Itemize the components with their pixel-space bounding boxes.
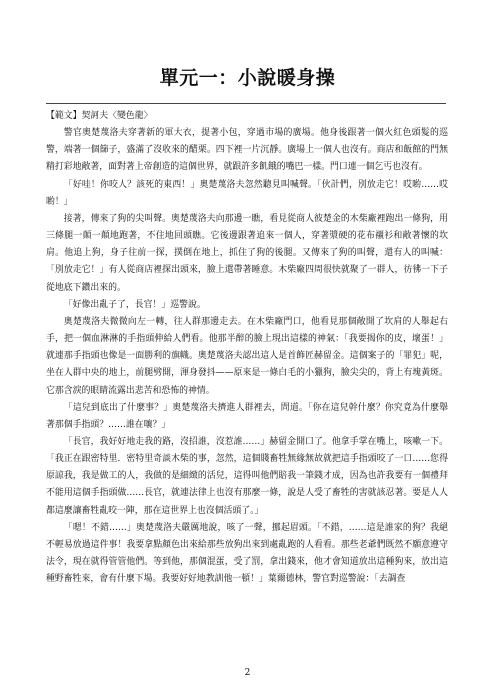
paragraph: 「嗯！不錯……」奧楚蔑洛夫嚴厲地說，咳了一聲，挪起眉頭。「不錯，……這是誰家的狗？我絕不輕易放過這件事！我要拿點顏色出來給那些放狗出來到處亂跑的人看看。那些老爺們既然不願意遵守法令，現在就得管管他們。等到他，那個混蛋，受了罰，拿出錢來，他才會知道放出這種狗來，放出這種野畜牲來，會有什麼下場。我要好好地教訓他一頓！」葉爾德林，警官對巡警說：「去調查: [46, 522, 448, 585]
paragraph: 奧楚蔑洛夫微微向左一轉，往人群那邊走去。在木柴廠門口，他看見那個敞開了坎肩的人舉起右手，把一個血淋淋的手指頭伸給人們看。他那半醉的臉上現出這樣的神氣：「我要揭你的皮，壞蛋！」就連那手指頭也像是一面勝利的旗幟。奧楚蔑洛夫認出這人是首飾匠赫留金。這個案子的「罪犯」呢，坐在人群中央的地上，前腿劈開，渾身發抖——原來是一條白毛的小獵狗，臉尖尖的，背上有塊黃斑。它那含淚的眼睛流露出悲苦和恐怖的神情。: [46, 316, 448, 396]
document-body: [46, 108, 448, 588]
page-number: 2: [244, 668, 251, 678]
section-heading: [46, 108, 448, 125]
title-divider: [46, 103, 446, 104]
paragraph: 接著，傳來了狗的尖叫聲。奧楚蔑洛夫向那邊一瞧，看見從商人彼楚金的木柴廠裡跑出一條狗，用三條腿一顛一顛地跑著，不住地回頭瞧。它後邊跟著追來一個人，穿著漿硬的花布襯衫和敞著懷的坎肩。他追上狗，身子往前一探，撲倒在地上，抓住了狗的後腿。又傳來了狗的叫聲，還有人的叫喊：「別放走它！」有人從商店裡探出頭來，臉上還帶著睡意。木柴廠四周很快就聚了一群人，彷彿一下子從地底下鑽出來的。: [46, 213, 448, 293]
page-title: 單元一：小說暖身操: [159, 67, 336, 89]
paragraph: 「這兒到底出了什麼事？」奧楚蔑洛夫擠進人群裡去，問道。「你在這兒幹什麼？你究竟為什麼舉著那個手指頭？……誰在嚷？」: [46, 402, 448, 430]
paragraph: 「好哇！你咬人？該死的東西！」奧楚蔑洛夫忽然聽見叫喊聲。「伙計們，別放走它！哎喲……哎喲！」: [46, 179, 448, 207]
paragraph: 「長官，我好好地走我的路，沒招誰，沒惹誰……」赫留金開口了。他拿手掌在嘴上，咳嗽一下。「我正在跟密特里．密特里奇談木柴的事，忽然，這個賤畜牲無緣無故就把這手指頭咬了一口……您得原諒我，我是做工的人，我做的是細緻的活兒，這得叫他們賠我一筆錢才成，因為也許我要有一個禮拜不能用這個手指頭做……長官，就連法律上也沒有那麼一條，說是人受了畜牲的害就該忍著。要是人人都這麼讓畜牲亂咬一陣，那在這世界上也沒個活頭了。」: [46, 436, 448, 516]
paragraph: 「好像出亂子了，長官！」巡警說。: [63, 299, 206, 310]
section-tag: 【範文】: [46, 111, 82, 121]
work-title: 〈變色龍〉: [108, 111, 153, 121]
paragraph: 警官奧楚蔑洛夫穿著新的軍大衣，提著小包，穿過市場的廣場。他身後跟著一個火紅色頭髮的巡警，端著一個篩子，盛滿了沒收來的醋栗。四下裡一片沉靜。廣場上一個人也沒有。商店和飯館的門無精打彩地敞著，面對著上帝創造的這個世界，就跟許多飢餓的嘴巴一樣。門口連一個乞丐也沒有。: [46, 128, 448, 173]
author-name: 契訶夫: [81, 111, 109, 121]
